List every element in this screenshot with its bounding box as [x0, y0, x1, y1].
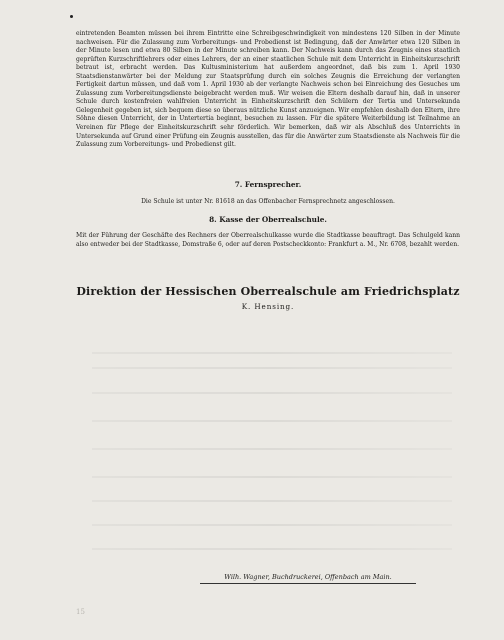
show-through-line [92, 548, 452, 550]
show-through-line [92, 367, 452, 369]
printer-imprint: Wilh. Wagner, Buchdruckerei, Offenbach am Main. [200, 573, 416, 584]
show-through-line [92, 524, 452, 526]
section-7-text: Die Schule ist unter Nr. 81618 an das Offenbacher Fernsprechnetz angeschlossen. [141, 198, 395, 205]
show-through-line [92, 392, 452, 394]
ink-dot [70, 15, 73, 18]
signature: K. Hensing. [241, 302, 295, 311]
show-through-line [92, 476, 452, 478]
section-7-heading: 7. Fernsprecher. [234, 180, 302, 189]
show-through-line [92, 352, 452, 354]
show-through-line [92, 500, 452, 502]
direktion-title: Direktion der Hessischen Oberrealschule am Friedrichsplatz [76, 285, 460, 298]
shorthand-paragraph: eintretenden Beamten müssen bei ihrem Eintritte eine Schreibgeschwindigkeit von mindestens 120 Silben in der Minute nachweisen. Für die Zulassung zum Vorbereitungs- und Probedienst ist Bedingung, daß der Anwärter etwa 120 Silben in der Minute lesen und etwa 80 Silben in der Minute schreiben kann. Der Nachweis kann durch das Zeugnis eines staatlich geprüften Kurzschriftlehrers oder eines Lehrers, der an einer staatlichen Schule mit dem Unterricht in Einheitskurzschrift betraut ist, erbracht werden. Das Kultusministerium hat außerdem angeordnet, daß bis zum 1. April 1930 Staatsdienstanwärter bei der Meldung zur Staatsprüfung durch ein solches Zeugnis die Erreichung der verlangten Fertigkeit dartun müssen, und daß vom 1. April 1930 ab der verlangte Nachweis schon bei Einreichung des Gesuches um Zulassung zum Vorbereitungsdienste beigebracht werden muß. Wir weisen die Eltern deshalb darauf hin, daß in unserer Schule durch kostenfreien wahlfreien Unterricht in Einheitskurzschrift den Schülern der Tertia und Untersekunda Gelegenheit gegeben ist, sich bequem diese so überaus nützliche Kunst anzueignen. Wir empfehlen deshalb den Eltern, ihre Söhne diesen Unterricht, der in Untertertia beginnt, besuchen zu lassen. Für die spätere Weiterbildung ist Teilnahme an Vereinen für Pflege der Einheitskurzschrift sehr förderlich. Wir bemerken, daß wir als Abschluß des Unterrichts in Untersekunda auf Grund einer Prüfung ein Zeugnis ausstellen, das für die Anwärter zum Staatsdienste als Nachweis für die Zulassung zum Vorbereitungs- und Probedienst gilt. [76, 30, 460, 149]
page-number: 15 [76, 608, 85, 616]
section-8-heading: 8. Kasse der Oberrealschule. [209, 215, 327, 224]
section-8-text: Mit der Führung der Geschäfte des Rechners der Oberrealschulkasse wurde die Stadtkasse beauftragt. Das Schulgeld kann also entweder bei der Stadtkasse, Domstraße 6, oder auf deren Postscheckkonto: Frankfurt a. M., Nr. 6708, bezahlt werden. [76, 232, 460, 248]
show-through-line [92, 448, 452, 450]
show-through-line [92, 420, 452, 422]
